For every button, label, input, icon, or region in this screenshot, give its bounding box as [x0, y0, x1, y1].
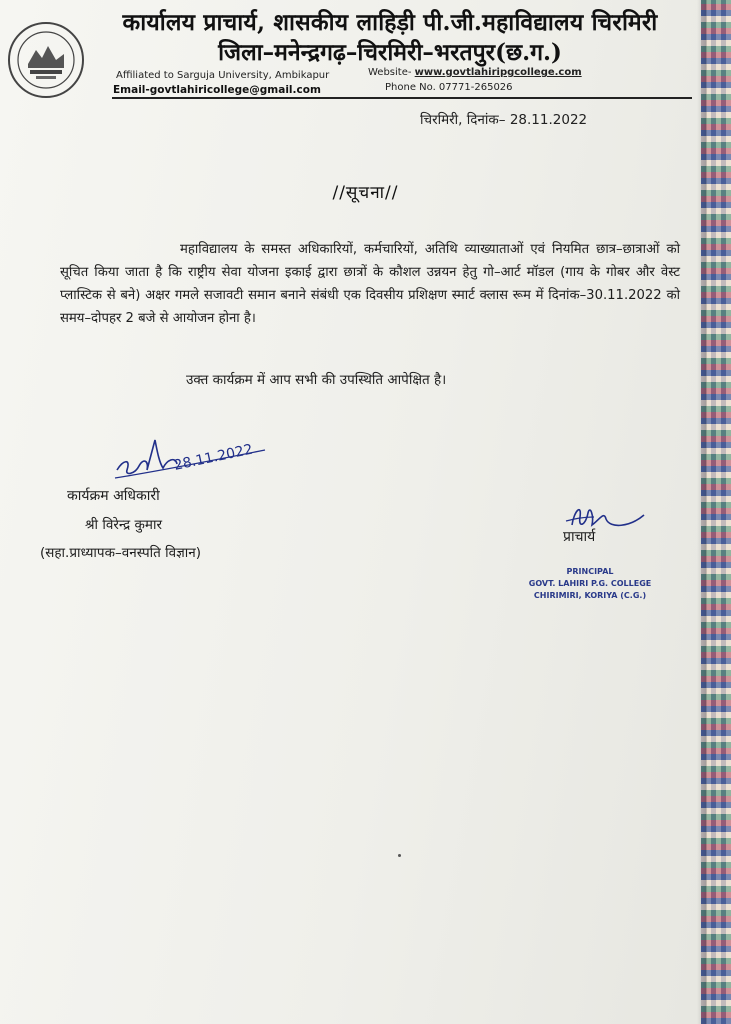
phone-line: Phone No. 07771-265026: [385, 82, 513, 93]
college-seal-logo: [6, 20, 86, 100]
notice-body: महाविद्यालय के समस्त अधिकारियों, कर्मचारियों, अतिथि व्याख्याताओं एवं नियमित छात्र–छात्राओं को सूचित किया जाता है कि राष्ट्रीय सेवा योजना इकाई द्वारा छात्रों के कौशल उन्नयन हेतु गो–आर्ट मॉडल (गाय के गोबर और वेस्ट प्लास्टिक से बने) अक्षर गमले सजावटी समान बनाने संबंधी एक दिवसीय प्रशिक्षण स्मार्ट क्लास रूम में दिनांक–30.11.2022 को समय–दोपहर 2 बजे से आयोजन होना है।: [60, 242, 680, 326]
closing-line: उक्त कार्यक्रम में आप सभी की उपस्थिति आपेक्षित है।: [186, 372, 447, 388]
stamp-line-3: CHIRIMIRI, KORIYA (C.G.): [533, 591, 647, 600]
header-district-line: जिला–मनेन्द्रगढ़–चिरमिरी–भरतपुर(छ.ग.): [218, 39, 562, 66]
officer-designation: (सहा.प्राध्यापक–वनस्पति विज्ञान): [40, 545, 202, 561]
affiliation-text: Affiliated to Sarguja University, Ambikapur: [116, 70, 330, 81]
letter-date: चिरमिरी, दिनांक– 28.11.2022: [420, 112, 588, 128]
principal-label: प्राचार्य: [563, 529, 596, 545]
signature-date: 28.11.2022: [172, 441, 255, 474]
stamp-line-1: PRINCIPAL: [566, 567, 614, 576]
website-label: Website-: [368, 67, 415, 78]
header-divider: [112, 97, 692, 99]
email-line[interactable]: Email-govtlahiricollege@gmail.com: [113, 84, 321, 96]
officer-title: कार्यक्रम अधिकारी: [67, 488, 160, 504]
notice-heading: //सूचना//: [332, 183, 399, 203]
officer-signature: [105, 430, 285, 490]
paper-speck: [398, 854, 401, 857]
paper-edge-shadow: [697, 0, 707, 1024]
website-line: [368, 67, 582, 78]
officer-name: श्री विरेन्द्र कुमार: [85, 517, 162, 533]
principal-stamp: [520, 566, 660, 602]
website-link[interactable]: www.govtlahiripgcollege.com: [414, 67, 582, 78]
stamp-line-2: GOVT. LAHIRI P.G. COLLEGE: [528, 579, 652, 588]
header-office-title: कार्यालय प्राचार्य, शासकीय लाहिड़ी पी.जी.महाविद्यालय चिरमिरी: [122, 9, 658, 36]
